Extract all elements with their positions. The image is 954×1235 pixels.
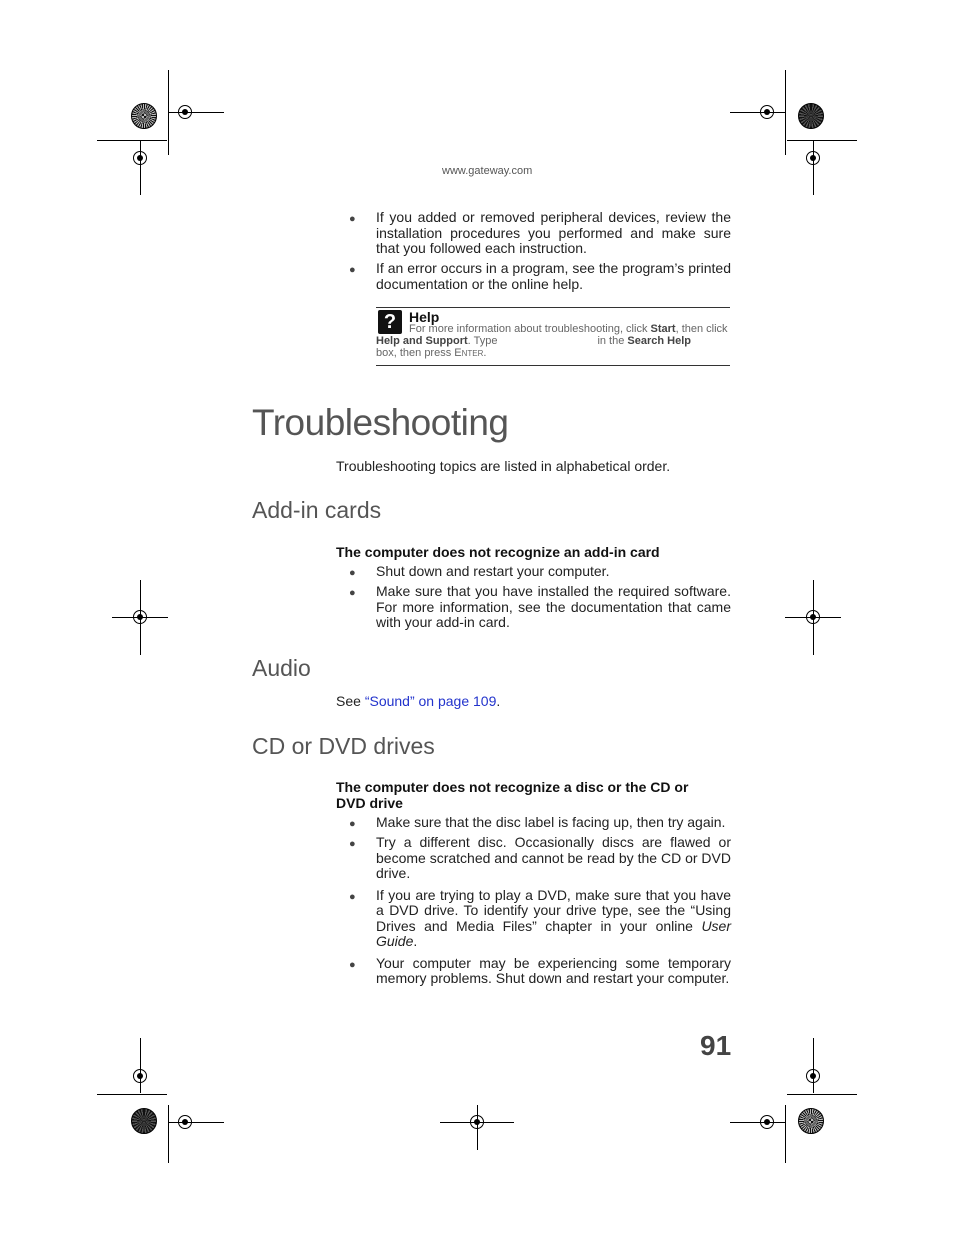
header-url: www.gateway.com bbox=[442, 165, 533, 177]
list-item: ● Your computer may be experiencing some temporary memory problems. Shut down and restart your computer. bbox=[349, 954, 731, 986]
help-question-icon: ? bbox=[378, 310, 402, 334]
section-heading-cd: CD or DVD drives bbox=[252, 733, 435, 759]
bullet-icon: ● bbox=[349, 264, 356, 276]
intro-bullet-list bbox=[349, 210, 731, 297]
subhead-cd: The computer does not recognize a disc or the CD or DVD drive bbox=[336, 779, 689, 811]
bullet-icon: ● bbox=[349, 213, 356, 225]
subhead-addin: The computer does not recognize an add-in card bbox=[336, 544, 660, 560]
list-item: ● Make sure that you have installed the required software. For more information, see the documentation that came with your add-in card. bbox=[349, 583, 731, 630]
cd-bullet-list bbox=[349, 815, 731, 991]
list-item: ● Make sure that the disc label is facing up, then try again. bbox=[349, 815, 731, 831]
help-callout bbox=[376, 307, 730, 366]
sound-page-link[interactable]: “Sound” on page 109 bbox=[364, 693, 497, 709]
section-heading-audio: Audio bbox=[252, 655, 311, 681]
addin-bullet-list bbox=[349, 564, 731, 635]
section-heading-addin: Add-in cards bbox=[252, 497, 382, 523]
list-item: ● Try a different disc. Occasionally discs are flawed or become scratched and cannot be read by the CD or DVD drive. bbox=[349, 834, 731, 881]
list-item: ● Shut down and restart your computer. bbox=[349, 564, 731, 580]
intro-text: Troubleshooting topics are listed in alphabetical order. bbox=[336, 458, 671, 474]
help-text: For more information about troubleshooting, click Start, then click Help and Support. Type in the Search Help box, then press Enter. bbox=[376, 323, 728, 359]
list-item: ● If you added or removed peripheral devices, review the installation procedures you performed and make sure that you followed each instruction. bbox=[349, 209, 731, 256]
bullet-icon: ● bbox=[349, 838, 356, 850]
bullet-icon: ● bbox=[349, 958, 356, 971]
bullet-icon: ● bbox=[349, 587, 356, 599]
bullet-icon: ● bbox=[349, 567, 356, 579]
list-item: ● If an error occurs in a program, see the program’s printed documentation or the online help. bbox=[349, 260, 731, 292]
bullet-icon: ● bbox=[349, 890, 356, 903]
bullet-icon: ● bbox=[349, 818, 356, 830]
page-number: 91 bbox=[700, 1030, 732, 1061]
list-item: ● If you are trying to play a DVD, make sure that you have a DVD drive. To identify your drive type, see the “Using Drives and Media Files” chapter in your online User Guide. bbox=[349, 886, 731, 949]
help-title: Help bbox=[409, 309, 440, 325]
audio-see-text: See “Sound” on page 109. bbox=[336, 693, 501, 709]
page-title: Troubleshooting bbox=[252, 402, 509, 443]
